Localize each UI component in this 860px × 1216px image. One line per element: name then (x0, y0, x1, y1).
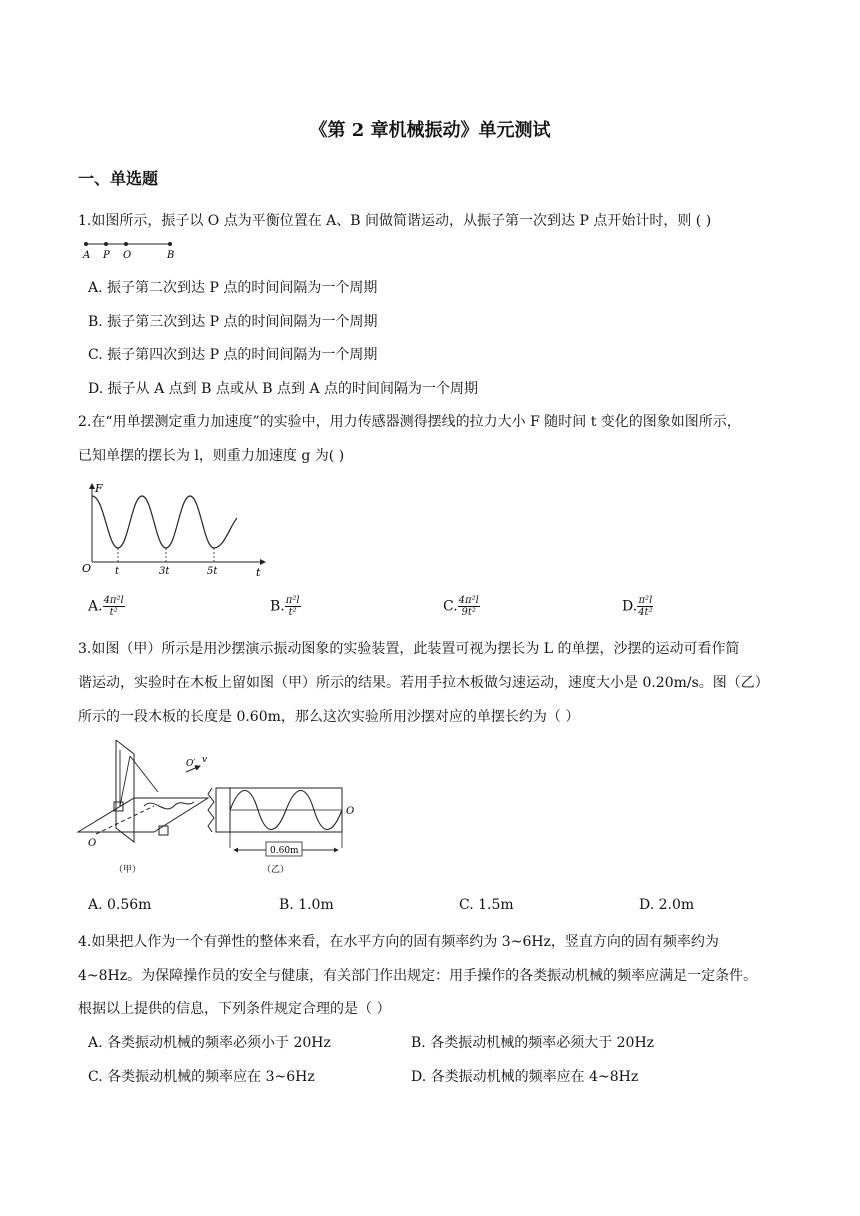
q3-o-left-label: O (88, 838, 97, 849)
q2-option-b-denominator: t² (288, 607, 297, 618)
q2-tick-3t: 3t (159, 566, 170, 577)
q1-label-o: O (123, 250, 132, 261)
q4-stem-line1: 4.如果把人作为一个有弹性的整体来看，在水平方向的固有频率约为 3~6Hz，竖直方向的固有频率约为 (78, 934, 719, 950)
q1-option-b: B. 振子第三次到达 P 点的时间间隔为一个周期 (88, 314, 378, 330)
q3-stem-line1: 3.如图（甲）所示是用沙摆演示振动图象的实验装置，此装置可视为摆长为 L 的单摆，沙摆的运动可看作简 (78, 641, 740, 657)
q3-stem-line3: 所示的一段木板的长度是 0.60m，那么这次实验所用沙摆对应的单摆长约为（ ） (78, 709, 580, 725)
q3-option-a: A. 0.56m (88, 897, 152, 913)
q1-option-a: A. 振子第二次到达 P 点的时间间隔为一个周期 (88, 280, 378, 296)
q3-option-c: C. 1.5m (459, 897, 514, 913)
q4-option-c: C. 各类振动机械的频率应在 3~6Hz (88, 1069, 315, 1085)
q3-right-caption: （乙） (262, 865, 290, 875)
q3-option-b: B. 1.0m (279, 897, 334, 913)
q4-stem-line2: 4~8Hz。为保障操作员的安全与健康，有关部门作出规定：用手操作的各类振动机械的频率应满足一定条件。 (78, 968, 758, 984)
q2-option-d-numerator: π²l (638, 595, 653, 606)
q3-option-d: D. 2.0m (639, 897, 695, 913)
q1-label-a: A (83, 250, 91, 261)
q3-v-label: v (202, 755, 208, 765)
q3-o-right-label: O (346, 806, 355, 817)
q2-option-b (270, 595, 301, 618)
q2-origin-label: O (82, 562, 92, 575)
q2-option-d-denominator: 4t² (638, 607, 653, 618)
q3-figure-right (206, 776, 366, 878)
q2-option-b-letter: B. (270, 598, 285, 615)
page-title: 《第 2 章机械振动》单元测试 (309, 120, 551, 141)
q3-figure-left (74, 736, 210, 878)
q2-tick-5t: 5t (207, 566, 218, 577)
q1-figure (78, 238, 188, 262)
q2-option-a-denominator: t² (109, 607, 118, 618)
q2-option-a-letter: A. (88, 598, 103, 615)
q1-stem: 1.如图所示，振子以 O 点为平衡位置在 A、B 间做简谐运动，从振子第一次到达 P 点开始计时，则 ( ) (78, 213, 712, 229)
q3-left-caption: （甲） (114, 865, 142, 875)
section-heading: 一、单选题 (78, 169, 159, 188)
q2-option-a-numerator: 4π²l (103, 595, 124, 606)
q4-option-d: D. 各类振动机械的频率应在 4~8Hz (411, 1069, 639, 1085)
q2-force-graph (80, 478, 280, 582)
q2-stem-line1: 2.在“用单摆测定重力加速度”的实验中，用力传感器测得摆线的拉力大小 F 随时间 t 变化的图象如图所示， (78, 414, 741, 430)
q2-stem-line2: 已知单摆的摆长为 l，则重力加速度 g 为( ) (78, 448, 345, 464)
q3-stem-line2: 谐运动，实验时在木板上留如图（甲）所示的结果。若用手拉木板做匀速运动，速度大小是 0.20m/s。图（乙） (78, 675, 769, 691)
q2-option-d-fraction (637, 595, 653, 618)
q1-label-b: B (167, 250, 175, 261)
q4-option-a: A. 各类振动机械的频率必须小于 20Hz (88, 1035, 331, 1051)
q2-option-d-letter: D. (622, 598, 638, 615)
q2-option-a (88, 595, 125, 618)
q2-option-c-letter: C. (443, 598, 458, 615)
q2-x-label: t (256, 566, 261, 579)
q2-option-c-denominator: 9t² (461, 607, 476, 618)
q3-o-prime-label: O′ (186, 759, 196, 769)
q2-option-c (443, 595, 480, 618)
q2-option-c-fraction (458, 595, 480, 618)
q4-option-b: B. 各类振动机械的频率必须大于 20Hz (411, 1035, 655, 1051)
q2-tick-t: t (115, 566, 120, 577)
q2-option-b-numerator: π²l (285, 595, 300, 606)
q2-option-c-numerator: 4π²l (458, 595, 479, 606)
q2-option-b-fraction (285, 595, 301, 618)
q2-option-a-fraction (103, 595, 125, 618)
q3-length-label: 0.60m (270, 846, 299, 856)
q1-label-p: P (103, 250, 110, 261)
q1-option-d: D. 振子从 A 点到 B 点或从 B 点到 A 点的时间间隔为一个周期 (88, 381, 479, 397)
q2-option-d (622, 595, 654, 618)
q1-option-c: C. 振子第四次到达 P 点的时间间隔为一个周期 (88, 347, 378, 363)
q2-y-label: F (95, 482, 103, 495)
q4-stem-line3: 根据以上提供的信息，下列条件规定合理的是（ ） (78, 1001, 391, 1017)
